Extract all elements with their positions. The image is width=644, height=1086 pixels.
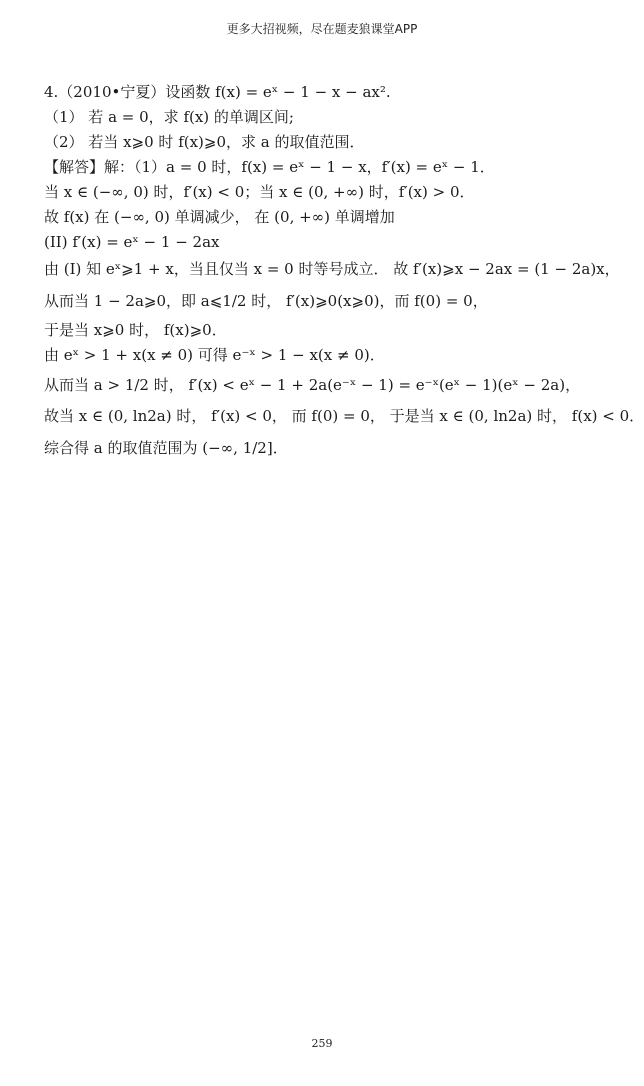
question-1: （1） 若 a = 0，求 f(x) 的单调区间; bbox=[44, 108, 294, 126]
solution-body bbox=[44, 80, 644, 465]
question-2: （2） 若当 x⩾0 时 f(x)⩾0，求 a 的取值范围． bbox=[44, 133, 365, 151]
final-answer: 综合得 a 的取值范围为 (−∞, 1/2]． bbox=[44, 439, 288, 457]
solution-part-2-derivative: (II) f′(x) = eˣ − 1 − 2ax bbox=[44, 233, 220, 251]
page-number: 259 bbox=[311, 1037, 333, 1050]
solution-monotonicity: 故 f(x) 在 (−∞, 0) 单调减少， 在 (0, +∞) 单调增加 bbox=[44, 208, 395, 226]
solution-exp-inequality: 由 eˣ > 1 + x(x ≠ 0) 可得 e⁻ˣ > 1 − x(x ≠ 0)． bbox=[44, 346, 385, 364]
page-header: 更多大招视频，尽在题麦狼课堂APP bbox=[226, 22, 418, 36]
problem-statement: 4.（2010•宁夏）设函数 f(x) = eˣ − 1 − x − ax². bbox=[44, 83, 391, 101]
solution-sign-analysis: 当 x ∈ (−∞, 0) 时，f′(x) < 0；当 x ∈ (0, +∞) 时，f′(x) > 0． bbox=[44, 183, 475, 201]
solution-inequality: 由 (I) 知 eˣ⩾1 + x，当且仅当 x = 0 时等号成立． 故 f′(x)⩾x − 2ax = (1 − 2a)x， bbox=[44, 260, 620, 278]
solution-case-small-a: 从而当 1 − 2a⩾0，即 a⩽1/2 时， f′(x)⩾0(x⩾0)，而 f(0) = 0， bbox=[44, 292, 488, 310]
solution-case-large-a: 从而当 a > 1/2 时， f′(x) < eˣ − 1 + 2a(e⁻ˣ − 1) = e⁻ˣ(eˣ − 1)(eˣ − 2a)， bbox=[44, 376, 581, 394]
solution-counterexample: 故当 x ∈ (0, ln2a) 时， f′(x) < 0， 而 f(0) = 0， 于是当 x ∈ (0, ln2a) 时， f(x) < 0． bbox=[44, 407, 644, 425]
solution-conclusion-small-a: 于是当 x⩾0 时， f(x)⩾0． bbox=[44, 321, 227, 339]
solution-part-1: 【解答】解：（1）a = 0 时，f(x) = eˣ − 1 − x，f′(x) = eˣ − 1． bbox=[44, 158, 495, 176]
